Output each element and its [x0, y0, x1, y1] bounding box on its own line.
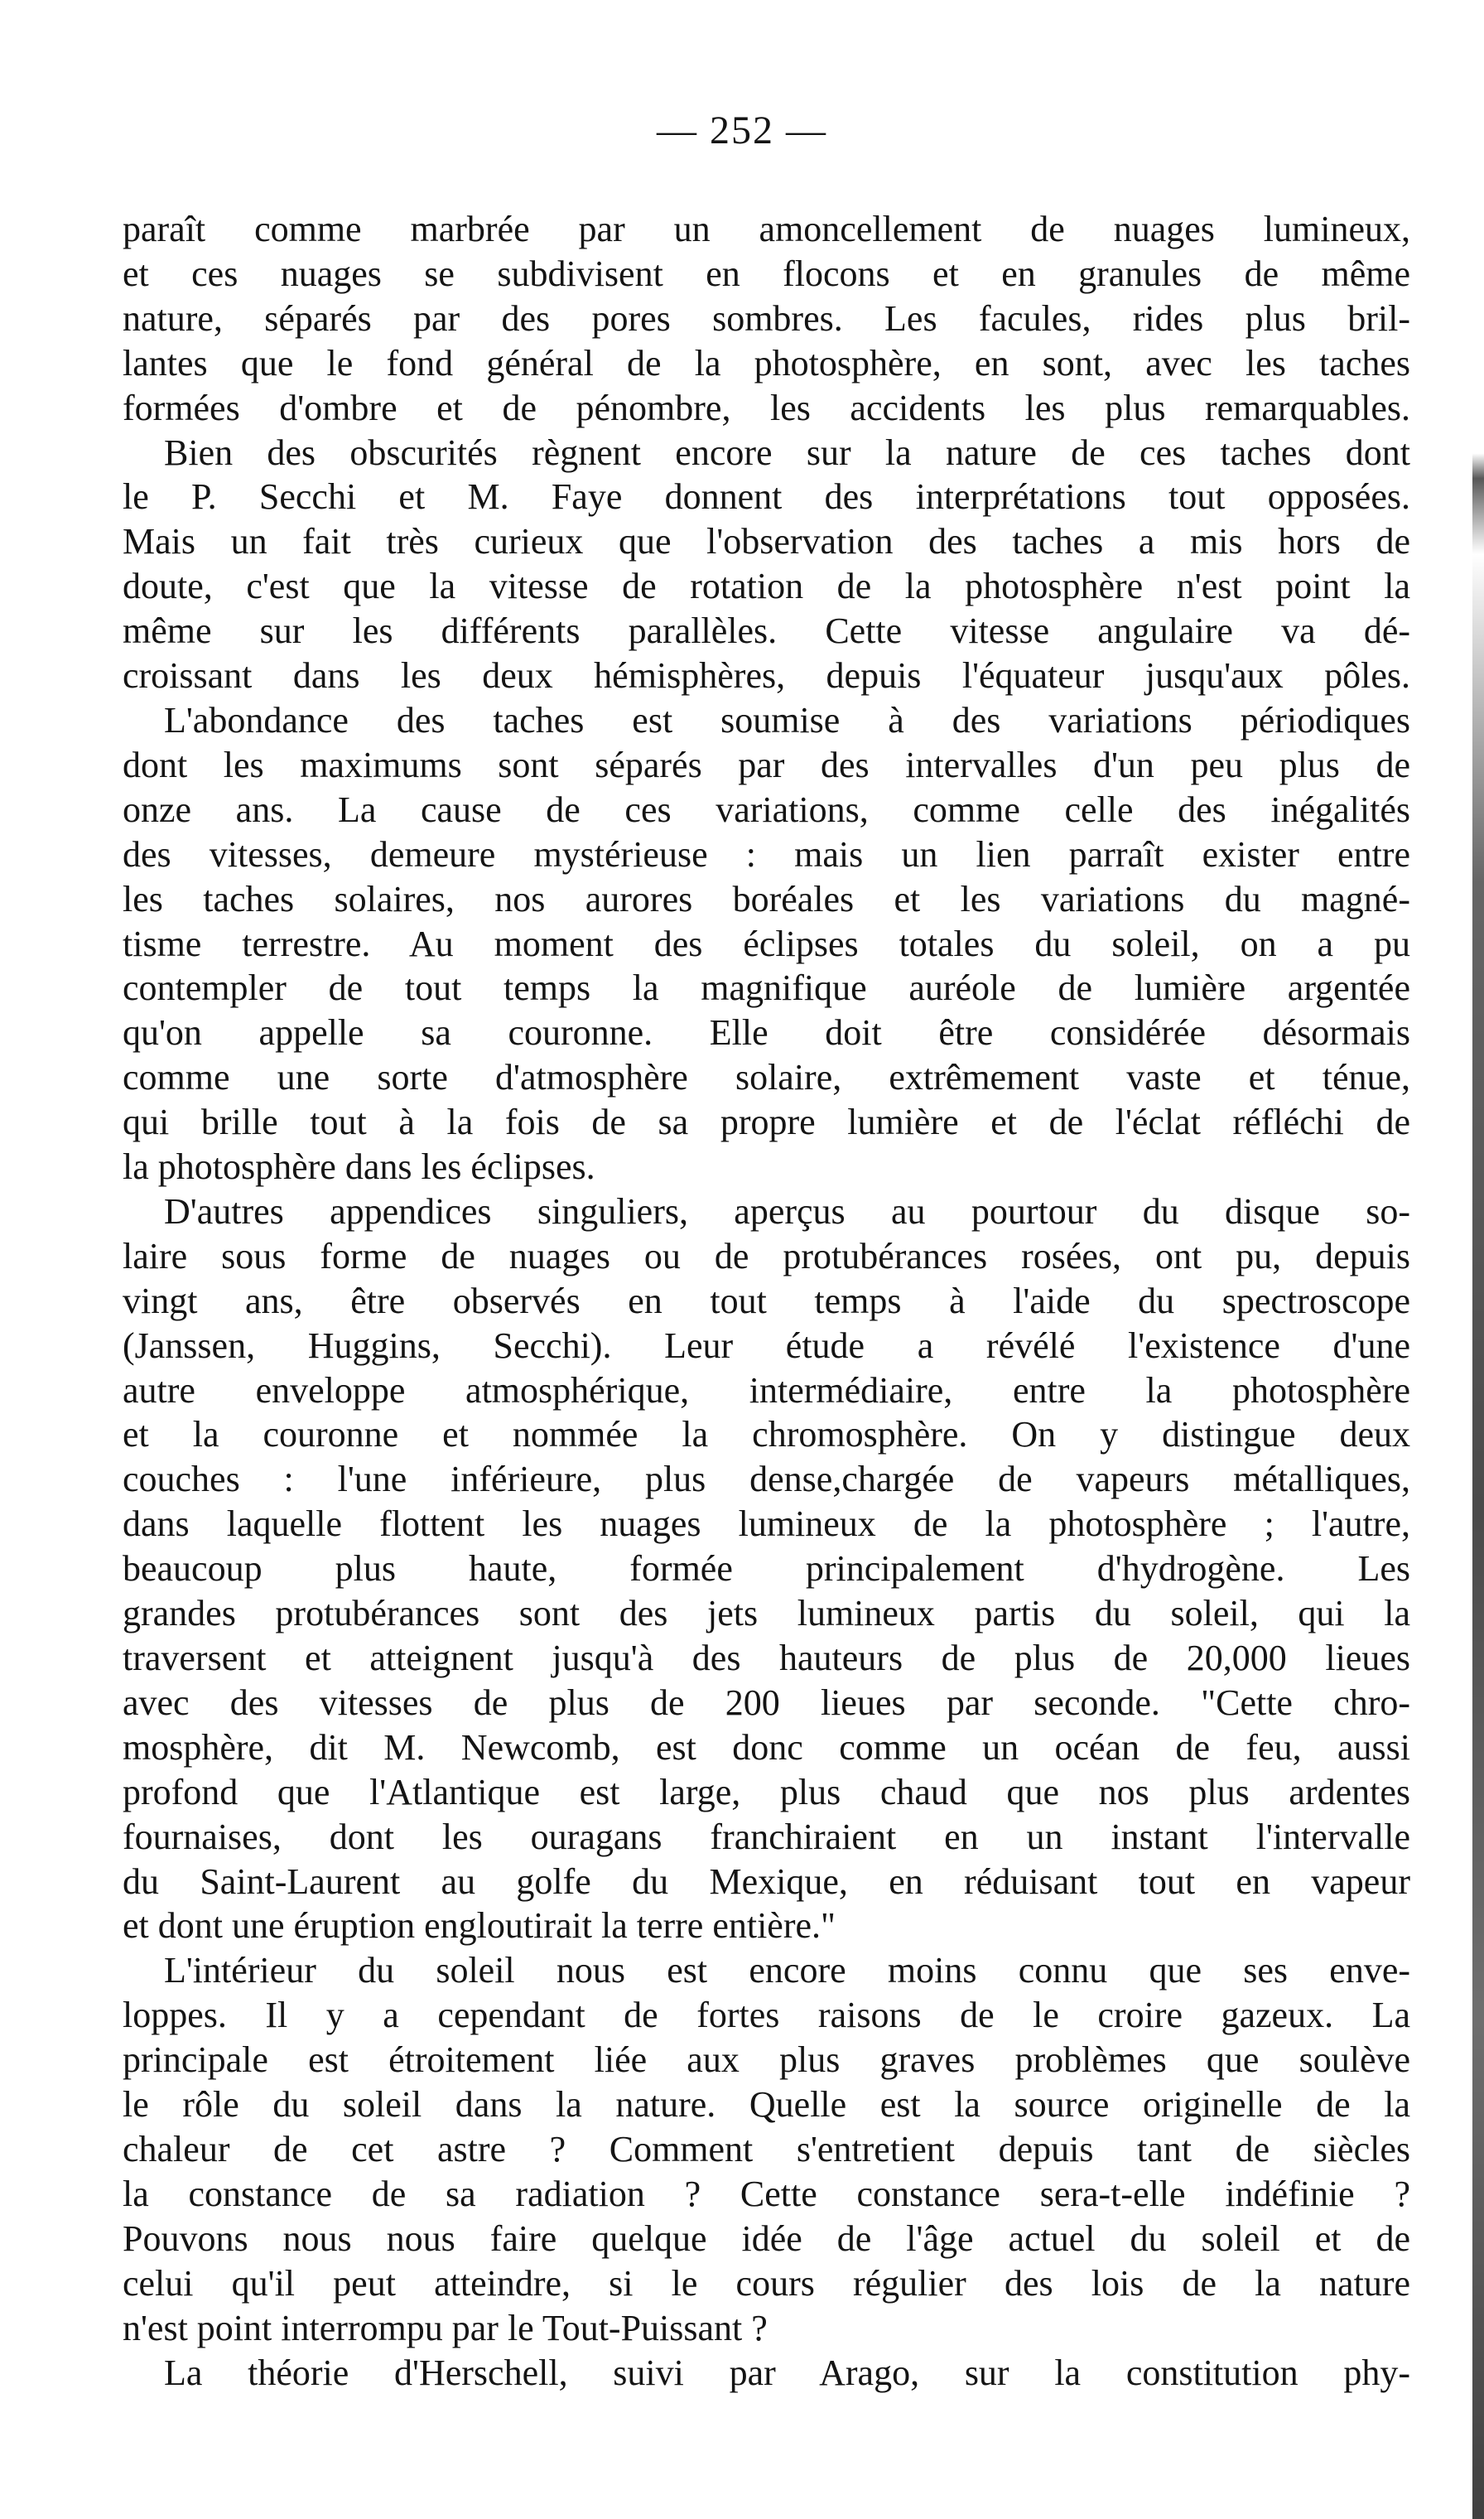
text-line: même sur les différents parallèles. Cette vitesse angulaire va dé-	[123, 610, 1410, 652]
paragraph	[123, 2351, 1410, 2396]
text-line: D'autres appendices singuliers, aperçus au pourtour du disque so-	[164, 1190, 1410, 1232]
text-line: la constance de sa radiation ? Cette constance sera-t-elle indéfinie ?	[123, 2173, 1410, 2214]
text-line: qu'on appelle sa couronne. Elle doit être considérée désormais	[123, 1012, 1410, 1054]
text-line: (Janssen, Huggins, Secchi). Leur étude a révélé l'existence d'une	[123, 1325, 1410, 1366]
text-line: comme une sorte d'atmosphère solaire, extrêmement vaste et ténue,	[123, 1057, 1410, 1098]
text-line: mosphère, dit M. Newcomb, est donc comme un océan de feu, aussi	[123, 1726, 1410, 1768]
paragraph	[123, 698, 1410, 1190]
page-edge-shadow	[1472, 0, 1484, 2519]
text-line: dans laquelle flottent les nuages lumineux de la photosphère ; l'autre,	[123, 1503, 1410, 1545]
text-line: des vitesses, demeure mystérieuse : mais un lien parraît exister entre	[123, 833, 1410, 875]
text-line: qui brille tout à la fois de sa propre lumière et de l'éclat réfléchi de	[123, 1102, 1410, 1143]
text-line: principale est étroitement liée aux plus graves problèmes que soulève	[123, 2039, 1410, 2081]
text-line: celui qu'il peut atteindre, si le cours régulier des lois de la nature	[123, 2262, 1410, 2304]
paragraph	[123, 431, 1410, 698]
paragraph	[123, 207, 1410, 431]
text-line: du Saint-Laurent au golfe du Mexique, en réduisant tout en vapeur	[123, 1860, 1410, 1902]
text-line: le rôle du soleil dans la nature. Quelle est la source originelle de la	[123, 2084, 1410, 2126]
text-line: profond que l'Atlantique est large, plus chaud que nos plus ardentes	[123, 1771, 1410, 1812]
text-line: croissant dans les deux hémisphères, depuis l'équateur jusqu'aux pôles.	[123, 655, 1410, 697]
text-line: nature, séparés par des pores sombres. Les facules, rides plus bril-	[123, 297, 1410, 339]
text-line: Bien des obscurités règnent encore sur la nature de ces taches dont	[164, 432, 1410, 473]
text-line: et la couronne et nommée la chromosphère. On y distingue deux	[123, 1414, 1410, 1455]
text-line: La théorie d'Herschell, suivi par Arago, sur la constitution phy-	[164, 2352, 1410, 2393]
text-line: la photosphère dans les éclipses.	[123, 1146, 595, 1188]
text-line: onze ans. La cause de ces variations, comme celle des inégalités	[123, 789, 1410, 830]
text-line: chaleur de cet astre ? Comment s'entretient depuis tant de siècles	[123, 2128, 1410, 2169]
text-line: lantes que le fond général de la photosphère, en sont, avec les taches	[123, 342, 1410, 384]
text-line: dont les maximums sont séparés par des intervalles d'un peu plus de	[123, 744, 1410, 785]
text-line: n'est point interrompu par le Tout-Puissant ?	[123, 2307, 768, 2348]
paragraph	[123, 1948, 1410, 2350]
text-line: fournaises, dont les ouragans franchiraient en un instant l'intervalle	[123, 1816, 1410, 1857]
text-line: laire sous forme de nuages ou de protubérances rosées, ont pu, depuis	[123, 1235, 1410, 1276]
text-line: grandes protubérances sont des jets lumineux partis du soleil, qui la	[123, 1593, 1410, 1634]
text-line: formées d'ombre et de pénombre, les accidents les plus remarquables.	[123, 387, 1410, 428]
text-line: avec des vitesses de plus de 200 lieues par seconde. "Cette chro-	[123, 1682, 1410, 1723]
text-line: tisme terrestre. Au moment des éclipses totales du soleil, on a pu	[123, 923, 1410, 964]
body-text	[123, 207, 1410, 2395]
text-line: contempler de tout temps la magnifique auréole de lumière argentée	[123, 968, 1410, 1009]
text-line: les taches solaires, nos aurores boréales et les variations du magné-	[123, 878, 1410, 919]
text-line: beaucoup plus haute, formée principalement d'hydrogène. Les	[123, 1548, 1410, 1590]
paragraph	[123, 1190, 1410, 1948]
text-line: et ces nuages se subdivisent en flocons et en granules de même	[123, 253, 1410, 294]
text-line: doute, c'est que la vitesse de rotation de la photosphère n'est point la	[123, 566, 1410, 607]
text-line: L'abondance des taches est soumise à des variations périodiques	[164, 699, 1410, 741]
page-number: — 252 —	[657, 109, 827, 152]
text-line: le P. Secchi et M. Faye donnent des interprétations tout opposées.	[123, 476, 1410, 518]
text-line: autre enveloppe atmosphérique, intermédiaire, entre la photosphère	[123, 1369, 1410, 1411]
text-line: loppes. Il y a cependant de fortes raisons de le croire gazeux. La	[123, 1995, 1410, 2036]
text-line: couches : l'une inférieure, plus dense,chargée de vapeurs métalliques,	[123, 1459, 1410, 1500]
text-line: paraît comme marbrée par un amoncellement de nuages lumineux,	[123, 209, 1410, 249]
text-line: vingt ans, être observés en tout temps à l'aide du spectroscope	[123, 1280, 1410, 1321]
text-line: Mais un fait très curieux que l'observation des taches a mis hors de	[123, 521, 1410, 562]
text-line: traversent et atteignent jusqu'à des hauteurs de plus de 20,000 lieues	[123, 1638, 1410, 1678]
text-line: et dont une éruption engloutirait la terre entière."	[123, 1905, 836, 1947]
text-line: Pouvons nous nous faire quelque idée de l'âge actuel du soleil et de	[123, 2217, 1410, 2259]
text-line: L'intérieur du soleil nous est encore moins connu que ses enve-	[164, 1950, 1410, 1991]
